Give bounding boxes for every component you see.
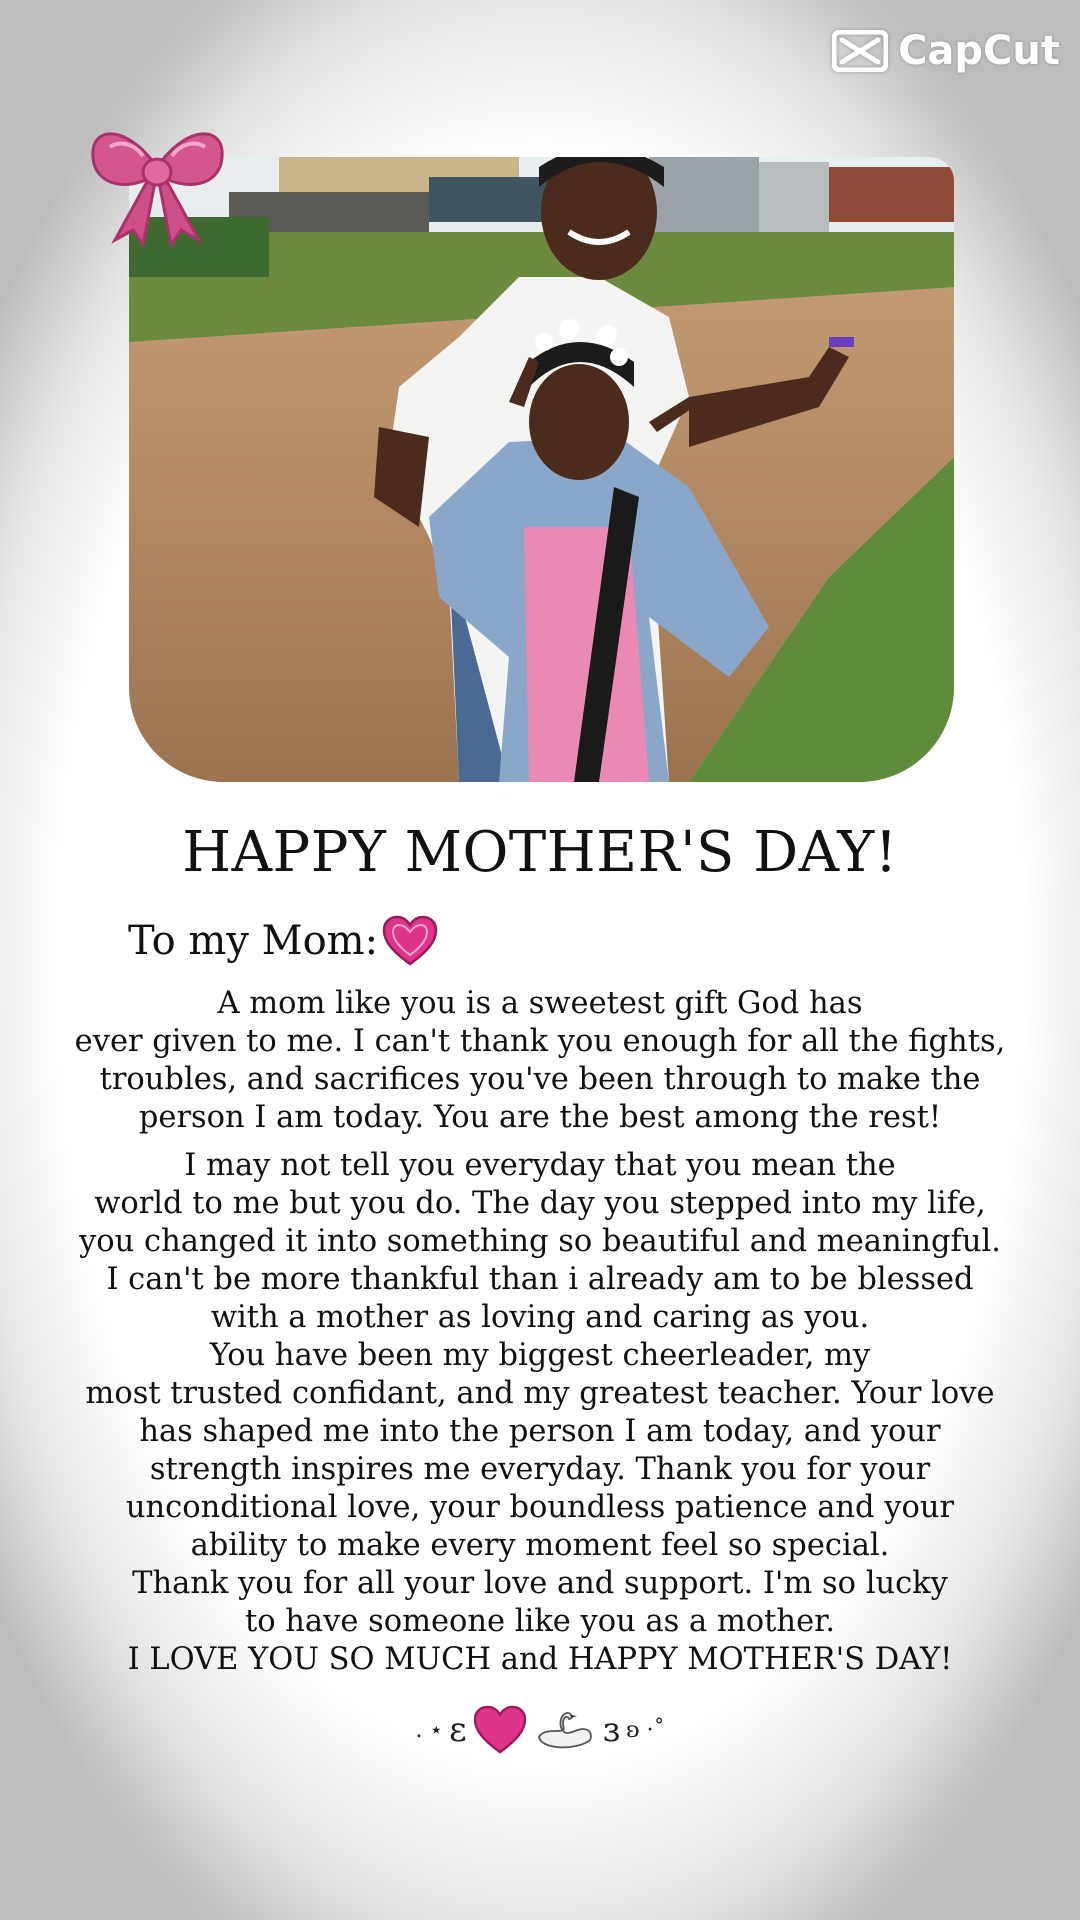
salutation-text: To my Mom: bbox=[128, 918, 379, 964]
decoration-right-marks: ʚ ·˚ bbox=[626, 1717, 665, 1743]
capcut-wordmark: CapCut bbox=[898, 28, 1060, 74]
letter-line: Thank you for all your love and support. I'm so lucky bbox=[132, 1566, 948, 1601]
letter-line: You have been my biggest cheerleader, my bbox=[209, 1338, 871, 1373]
letter-line: most trusted confidant, and my greatest teacher. Your love bbox=[85, 1376, 995, 1411]
letter-body bbox=[40, 985, 1040, 1679]
letter-line: with a mother as loving and caring as you. bbox=[210, 1300, 870, 1335]
decoration-left-marks: . ⋆ bbox=[415, 1717, 444, 1743]
capcut-watermark bbox=[832, 28, 1060, 74]
swan-icon bbox=[533, 1707, 597, 1753]
pink-heart-icon bbox=[473, 1705, 527, 1755]
decoration-brace-open: ɛ bbox=[449, 1710, 467, 1750]
letter-line: has shaped me into the person I am today, and your bbox=[139, 1414, 941, 1449]
mother-daughter-photo bbox=[129, 157, 954, 782]
decoration-brace-close: ɜ bbox=[602, 1710, 621, 1750]
letter-line: I may not tell you everyday that you mean the bbox=[184, 1148, 896, 1183]
letter-line: strength inspires me everyday. Thank you for your bbox=[149, 1452, 931, 1487]
letter-line: ability to make every moment feel so special. bbox=[190, 1528, 890, 1563]
letter-paragraph-1 bbox=[40, 985, 1040, 1137]
ribbon-bow-icon bbox=[85, 112, 230, 247]
letter-line: A mom like you is a sweetest gift God has bbox=[217, 986, 863, 1021]
letter-line: unconditional love, your boundless patience and your bbox=[125, 1490, 955, 1525]
salutation bbox=[128, 915, 438, 967]
letter-line: I can't be more thankful than i already am to be blessed bbox=[106, 1262, 974, 1297]
letter-line: I LOVE YOU SO MUCH and HAPPY MOTHER'S DAY! bbox=[127, 1642, 953, 1677]
decoration-line bbox=[0, 1705, 1080, 1755]
letter-line: person I am today. You are the best among the rest! bbox=[138, 1100, 942, 1135]
letter-line: troubles, and sacrifices you've been through to make the bbox=[99, 1062, 981, 1097]
page-title: HAPPY MOTHER'S DAY! bbox=[182, 820, 898, 885]
letter-line: you changed it into something so beautiful and meaningful. bbox=[79, 1224, 1001, 1259]
letter-paragraph-2 bbox=[40, 1147, 1040, 1679]
pink-heart-icon bbox=[382, 915, 438, 967]
letter-line: ever given to me. I can't thank you enough for all the fights, bbox=[74, 1024, 1006, 1059]
letter-line: world to me but you do. The day you stepped into my life, bbox=[94, 1186, 986, 1221]
capcut-logo-icon bbox=[832, 30, 888, 72]
letter-line: to have someone like you as a mother. bbox=[244, 1604, 836, 1639]
